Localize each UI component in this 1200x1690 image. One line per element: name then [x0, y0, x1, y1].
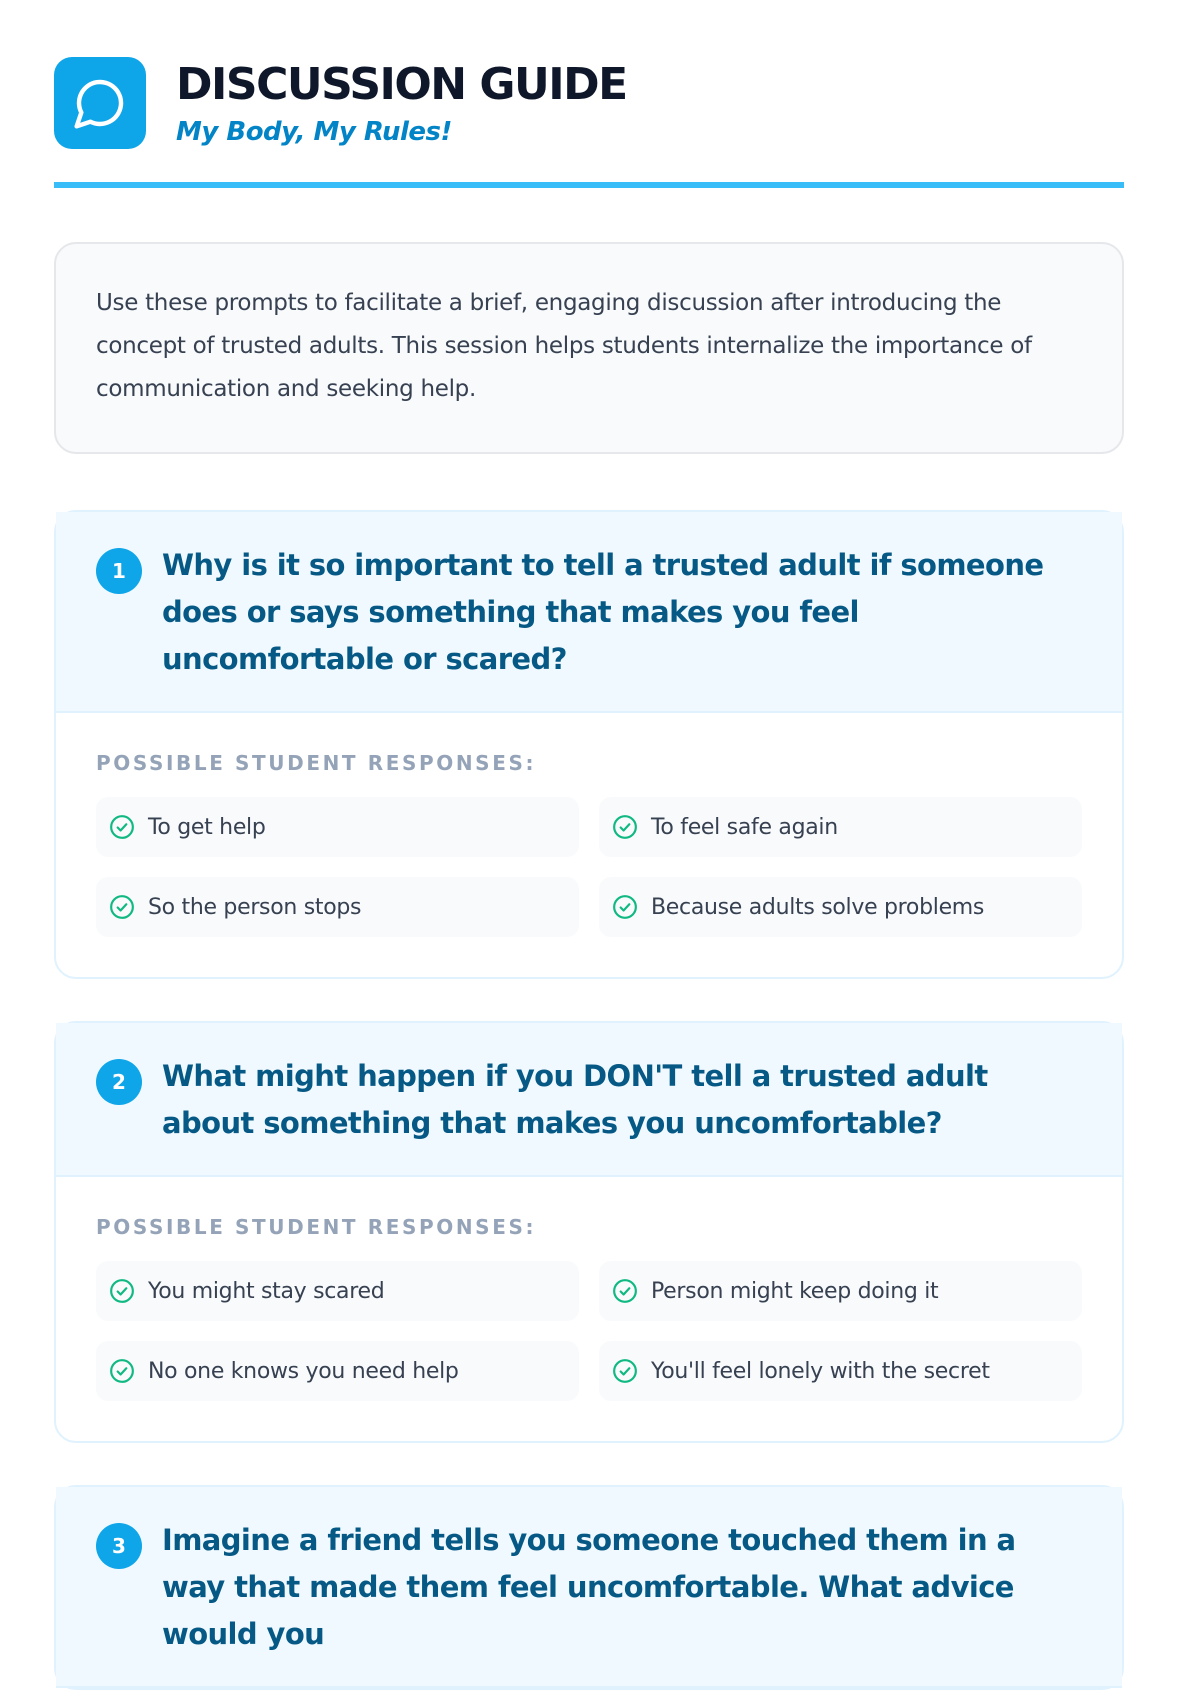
response-text: To get help — [148, 814, 266, 840]
intro-text: Use these prompts to facilitate a brief, engaging discussion after introducing the concept of trusted adults. This session helps students internalize the importance of communication and seeking help. — [96, 290, 1032, 402]
intro-box — [54, 242, 1124, 454]
check-circle-icon — [108, 1357, 136, 1385]
question-card-2 — [54, 1021, 1124, 1443]
question-card-1 — [54, 510, 1124, 979]
question-number-badge: 2 — [96, 1059, 142, 1105]
question-body — [56, 1177, 1122, 1441]
question-text: Imagine a friend tells you someone touched them in a way that made them feel uncomfortable. What advice would you — [162, 1523, 1016, 1651]
check-circle-icon — [611, 813, 639, 841]
check-circle-icon — [611, 893, 639, 921]
response-text: So the person stops — [148, 894, 362, 920]
response-item — [599, 797, 1082, 857]
question-header — [56, 1487, 1122, 1688]
question-header — [56, 512, 1122, 713]
title-block — [176, 59, 627, 147]
response-item — [96, 877, 579, 937]
response-item — [96, 1341, 579, 1401]
response-text: You'll feel lonely with the secret — [651, 1358, 990, 1384]
response-item — [96, 1261, 579, 1321]
responses-grid — [96, 797, 1082, 937]
question-number-badge: 1 — [96, 548, 142, 594]
responses-label: POSSIBLE STUDENT RESPONSES: — [96, 751, 537, 775]
chat-bubble-icon — [54, 57, 146, 149]
responses-label: POSSIBLE STUDENT RESPONSES: — [96, 1215, 537, 1239]
check-circle-icon — [108, 893, 136, 921]
response-item — [599, 1341, 1082, 1401]
response-item — [599, 1261, 1082, 1321]
response-text: Because adults solve problems — [651, 894, 985, 920]
question-text: Why is it so important to tell a trusted adult if someone does or says something that makes you feel uncomfortable or scared? — [162, 548, 1044, 676]
response-text: You might stay scared — [148, 1278, 385, 1304]
response-text: To feel safe again — [651, 814, 838, 840]
question-header — [56, 1023, 1122, 1177]
question-card-3 — [54, 1485, 1124, 1690]
response-text: No one knows you need help — [148, 1358, 459, 1384]
header — [54, 0, 1124, 188]
check-circle-icon — [108, 1277, 136, 1305]
question-number-badge: 3 — [96, 1523, 142, 1569]
question-body — [56, 713, 1122, 977]
response-item — [96, 797, 579, 857]
response-item — [599, 877, 1082, 937]
check-circle-icon — [108, 813, 136, 841]
question-text: What might happen if you DON'T tell a trusted adult about something that makes you uncomfortable? — [162, 1059, 988, 1140]
response-text: Person might keep doing it — [651, 1278, 939, 1304]
responses-grid — [96, 1261, 1082, 1401]
page-title: DISCUSSION GUIDE — [176, 59, 627, 110]
check-circle-icon — [611, 1357, 639, 1385]
check-circle-icon — [611, 1277, 639, 1305]
page-subtitle: My Body, My Rules! — [176, 117, 452, 147]
